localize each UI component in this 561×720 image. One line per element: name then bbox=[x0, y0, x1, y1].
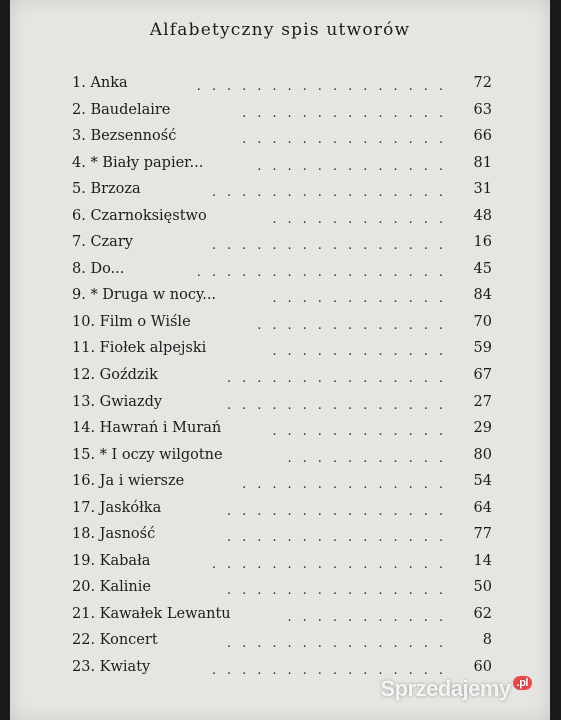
toc-entry-title: 4. * Biały papier... bbox=[72, 154, 204, 171]
toc-entry bbox=[72, 495, 492, 522]
leader-dots: ........... bbox=[287, 450, 454, 466]
toc-entry-page: 77 bbox=[473, 526, 492, 543]
toc-entry bbox=[72, 521, 492, 548]
toc-entry-title: 21. Kawałek Lewantu bbox=[72, 605, 231, 622]
toc-entry-page: 48 bbox=[473, 207, 492, 224]
leader-dots: ............ bbox=[272, 211, 454, 227]
toc-entry-page: 80 bbox=[473, 446, 492, 463]
toc-entry-title: 1. Anka bbox=[72, 75, 128, 91]
toc-entry-page: 67 bbox=[473, 367, 492, 384]
toc-entry-page: 54 bbox=[473, 473, 492, 490]
toc-entry bbox=[72, 574, 492, 601]
leader-dots: ............ bbox=[272, 291, 454, 307]
leader-dots: ............ bbox=[272, 424, 454, 440]
toc-entry-title: 10. Film o Wiśle bbox=[72, 313, 191, 330]
leader-dots: ................ bbox=[211, 663, 454, 679]
toc-entry-title: 6. Czarnoksięstwo bbox=[72, 207, 207, 224]
toc-entry-page: 62 bbox=[473, 605, 492, 622]
toc-entry bbox=[72, 415, 492, 442]
toc-entry bbox=[72, 282, 492, 309]
toc-entry-page: 31 bbox=[473, 181, 492, 198]
leader-dots: ............ bbox=[272, 344, 454, 360]
toc-entry-title: 15. * I oczy wilgotne bbox=[72, 446, 223, 463]
toc-entry-title: 12. Goździk bbox=[72, 367, 158, 384]
toc-entry-title: 16. Ja i wiersze bbox=[72, 473, 185, 490]
toc-entry-page: 16 bbox=[473, 234, 492, 251]
watermark-text: Sprzedajemy bbox=[380, 676, 511, 701]
toc-entry bbox=[72, 123, 492, 150]
toc-entry-page: 50 bbox=[473, 579, 492, 596]
toc-entry bbox=[72, 442, 492, 469]
leader-dots: .............. bbox=[242, 105, 454, 121]
book-page bbox=[10, 0, 550, 720]
leader-dots: ............... bbox=[227, 636, 454, 652]
leader-dots: ............... bbox=[227, 371, 454, 387]
leader-dots: ................ bbox=[211, 185, 454, 201]
toc-entry-page: 72 bbox=[473, 75, 492, 91]
leader-dots: ........... bbox=[287, 609, 454, 625]
toc-entry-page: 27 bbox=[473, 393, 492, 410]
leader-dots: ............. bbox=[257, 158, 454, 174]
toc-entry bbox=[72, 256, 492, 283]
toc-entry-title: 3. Bezsenność bbox=[72, 128, 177, 145]
leader-dots: .............. bbox=[242, 132, 454, 148]
toc-entry bbox=[72, 627, 492, 654]
toc-entry bbox=[72, 601, 492, 628]
toc-entry-title: 20. Kalinie bbox=[72, 579, 151, 596]
toc-entry bbox=[72, 468, 492, 495]
toc-entry-title: 11. Fiołek alpejski bbox=[72, 340, 207, 357]
toc-entry-page: 63 bbox=[473, 101, 492, 118]
toc-entry-page: 66 bbox=[473, 128, 492, 145]
toc-entry-title: 13. Gwiazdy bbox=[72, 393, 163, 410]
toc-entry-page: 45 bbox=[473, 260, 492, 277]
toc-entry-page: 8 bbox=[482, 632, 492, 649]
toc-entry-title: 22. Koncert bbox=[72, 632, 158, 649]
table-of-contents bbox=[72, 70, 492, 681]
toc-entry bbox=[72, 203, 492, 230]
toc-entry bbox=[72, 362, 492, 389]
toc-entry bbox=[72, 548, 492, 575]
toc-entry-title: 7. Czary bbox=[72, 234, 133, 251]
leader-dots: .............. bbox=[242, 477, 454, 493]
toc-entry bbox=[72, 389, 492, 416]
toc-entry bbox=[72, 229, 492, 256]
leader-dots: ................. bbox=[196, 264, 454, 280]
toc-entry-page: 60 bbox=[473, 659, 492, 676]
watermark-badge: .pl bbox=[513, 676, 532, 690]
watermark bbox=[380, 676, 532, 702]
leader-dots: ............... bbox=[227, 503, 454, 519]
toc-entry bbox=[72, 335, 492, 362]
leader-dots: ................ bbox=[211, 238, 454, 254]
leader-dots: ............... bbox=[227, 397, 454, 413]
toc-entry-title: 9. * Druga w nocy... bbox=[72, 287, 217, 304]
leader-dots: ............... bbox=[227, 530, 454, 546]
toc-entry-title: 17. Jaskółka bbox=[72, 499, 162, 516]
toc-entry-page: 14 bbox=[473, 552, 492, 569]
toc-entry-page: 84 bbox=[473, 287, 492, 304]
toc-entry-page: 64 bbox=[473, 499, 492, 516]
toc-entry bbox=[72, 97, 492, 124]
toc-entry-title: 23. Kwiaty bbox=[72, 659, 151, 676]
leader-dots: ................. bbox=[196, 79, 454, 94]
toc-entry bbox=[72, 70, 492, 97]
page-title: Alfabetyczny spis utworów bbox=[149, 20, 411, 40]
toc-entry-title: 14. Hawrań i Murań bbox=[72, 420, 222, 437]
toc-entry bbox=[72, 309, 492, 336]
toc-entry-title: 8. Do... bbox=[72, 260, 125, 277]
toc-entry-title: 19. Kabała bbox=[72, 552, 151, 569]
leader-dots: ............. bbox=[257, 317, 454, 333]
toc-entry-title: 18. Jasność bbox=[72, 526, 156, 543]
toc-entry-title: 2. Baudelaire bbox=[72, 101, 171, 118]
toc-entry-page: 59 bbox=[473, 340, 492, 357]
toc-entry-page: 81 bbox=[473, 154, 492, 171]
toc-entry bbox=[72, 176, 492, 203]
toc-entry-title: 5. Brzoza bbox=[72, 181, 141, 198]
toc-entry-page: 29 bbox=[473, 420, 492, 437]
toc-entry-page: 70 bbox=[473, 313, 492, 330]
toc-entry bbox=[72, 150, 492, 177]
leader-dots: ............... bbox=[227, 583, 454, 599]
leader-dots: ................ bbox=[211, 556, 454, 572]
